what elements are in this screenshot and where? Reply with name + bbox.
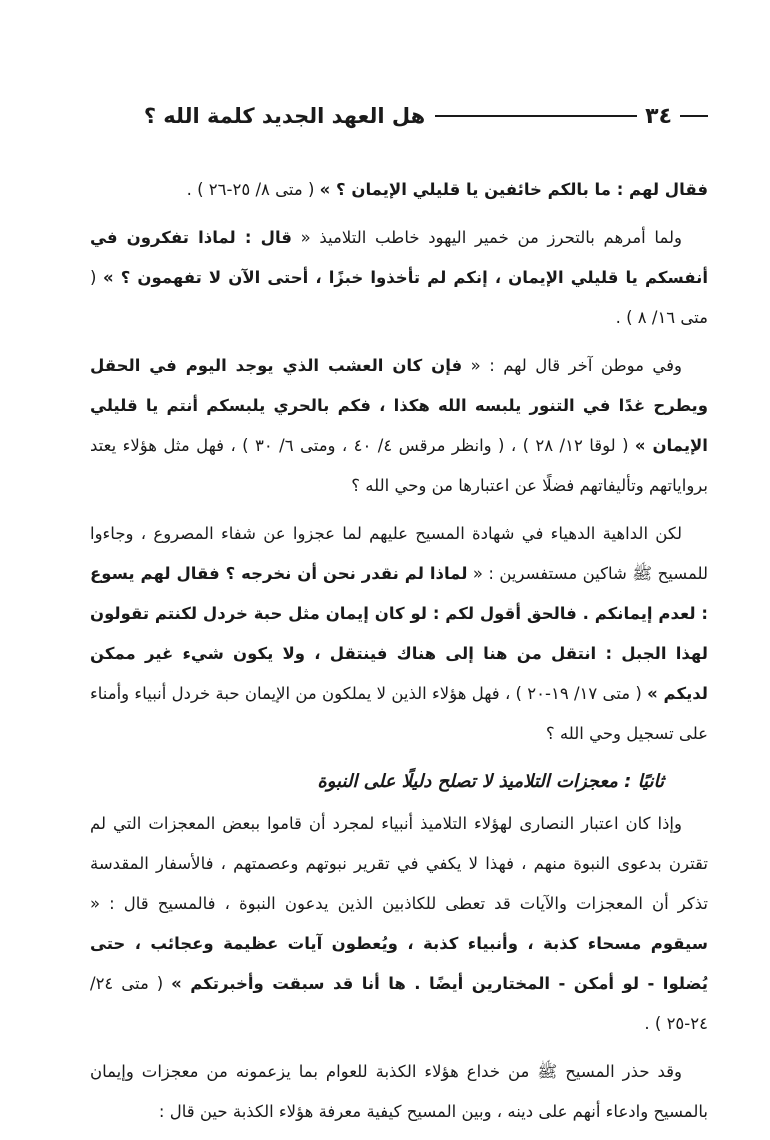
- paragraph: [90, 170, 708, 210]
- paragraph: [90, 514, 708, 754]
- body-text: [90, 170, 708, 1140]
- paragraph-text: وإذا كان اعتبار النصارى لهؤلاء التلاميذ أنبياء لمجرد أن قاموا ببعض المعجزات التي لم تقترن بدعوى النبوة منهم ، فهذا لا يكفي في تقرير نبوتهم وعصمتهم ، فالأسفار المقدسة تذكر أن المعجزات والآيات قد تعطى للكاذبين الذين يدعون النبوة ، فالمسيح قال : «: [90, 814, 708, 913]
- running-title: هل العهد الجديد كلمة الله ؟: [143, 104, 426, 128]
- quote-bold: لماذا لم نقدر نحن أن نخرجه ؟ فقال لهم يسوع : لعدم إيمانكم . فالحق أقول لكم : لو كان إيمان مثل حبة خردل لكنتم تقولون لهذا الجبل : انتقل من هنا إلى هناك فينتقل ، ولا يكون شيء غير ممكن لديكم »: [90, 564, 708, 703]
- paragraph-text: ( لوقا ١٢/ ٢٨ ) ، ( وانظر مرقس ٤/ ٤٠ ، ومتى ٦/ ٣٠ ) ، فهل مثل هؤلاء يعتد برواياتهم وتأليفاتهم فضلًا عن اعتبارها من وحي الله ؟: [90, 436, 708, 495]
- paragraph-text: لكن الداهية الدهياء في شهادة المسيح عليهم لما عجزوا عن شفاء المصروع ، وجاءوا للمسيح ﷺ شاكين مستفسرين : «: [90, 524, 708, 583]
- header-rule-middle: [435, 115, 637, 117]
- paragraph: [90, 218, 708, 338]
- quote-bold: فإن كان العشب الذي يوجد اليوم في الحقل ويطرح غدًا في التنور يلبسه الله هكذا ، فكم بالحري يلبسكم أنتم يا قليلي الإيمان »: [90, 356, 708, 455]
- quote-bold: سيقوم مسحاء كذبة ، وأنبياء كذبة ، ويُعطون آيات عظيمة وعجائب ، حتى يُضلوا - لو أمكن - المختارين أيضًا . ها أنا قد سبقت وأخبرتكم »: [90, 934, 708, 993]
- section-heading: ثانيًا : معجزات التلاميذ لا تصلح دليلًا على النبوة: [317, 771, 664, 792]
- paragraph-text: وقد حذر المسيح ﷺ من خداع هؤلاء الكذبة للعوام بما يزعمونه من معجزات وإيمان بالمسيح وادعاء أنهم على دينه ، وبين المسيح كيفية معرفة هؤلاء الكذبة حين قال :: [90, 1062, 708, 1121]
- quote-bold: قال : لماذا تفكرون في أنفسكم يا قليلي الإيمان ، إنكم لم تأخذوا خبزًا ، أحتى الآن لا تفهمون ؟ »: [90, 228, 708, 287]
- paragraph-text: ( متى ٨/ ٢٥-٢٦ ) .: [186, 180, 320, 199]
- paragraph-text: ( متى ١٦/ ٨ ) .: [90, 268, 708, 327]
- paragraph-text: ( متى ٢٤/ ٢٤-٢٥ ) .: [90, 974, 708, 1033]
- header-rule-right: [680, 115, 708, 117]
- paragraph-text: ولما أمرهم بالتحرز من خمير اليهود خاطب التلاميذ «: [291, 228, 682, 247]
- paragraph: [90, 804, 708, 1044]
- page-header: [90, 96, 708, 136]
- paragraph: [90, 1052, 708, 1132]
- page-number: ٣٤: [645, 103, 672, 129]
- quote-bold: فقال لهم : ما بالكم خائفين يا قليلي الإيمان ؟ »: [319, 180, 708, 199]
- paragraph-text: ( متى ١٧/ ١٩-٢٠ ) ، فهل هؤلاء الذين لا يملكون من الإيمان حبة خردل أنبياء وأمناء على تسجيل وحي الله ؟: [90, 684, 708, 743]
- paragraph: [90, 346, 708, 506]
- paragraph-text: وفي موطن آخر قال لهم : «: [462, 356, 682, 375]
